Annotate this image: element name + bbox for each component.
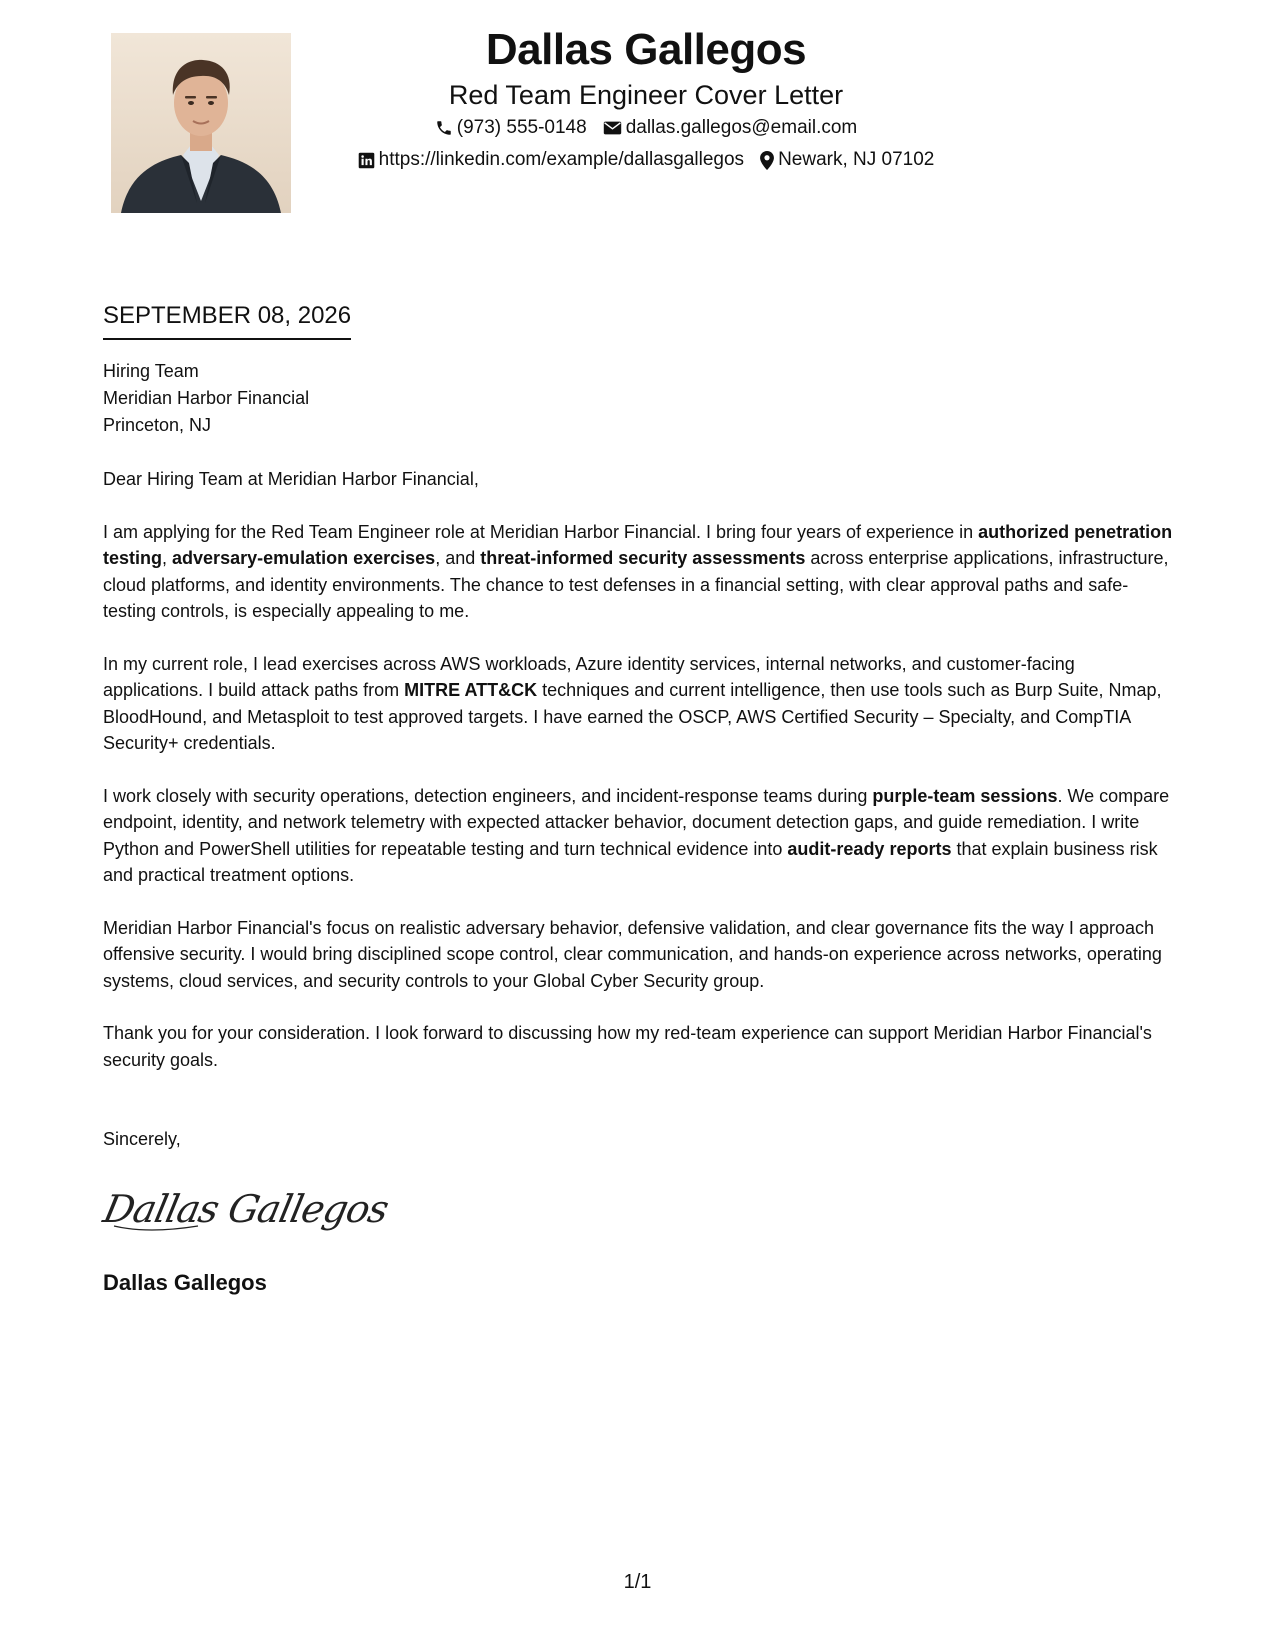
- letter-date: SEPTEMBER 08, 2026: [103, 300, 351, 340]
- text-run: that explain business risk and practical treatment options.: [103, 838, 1158, 885]
- phone-icon: [435, 119, 453, 137]
- recipient-line: Meridian Harbor Financial: [103, 388, 310, 408]
- recipient-address: [103, 358, 309, 439]
- closing-text: Sincerely,: [103, 1129, 181, 1149]
- applicant-name: Dallas Gallegos: [485, 25, 807, 74]
- bold-run: MITRE ATT&CK: [404, 680, 538, 700]
- bold-run: threat-informed security assessments: [480, 548, 806, 568]
- text-run: ,: [162, 548, 173, 568]
- text-run: across enterprise applications, infrastructure, cloud platforms, and identity environments. The chance to test defenses in a financial setting, with clear approval paths and safe-testing controls, is especially appealing to me.: [103, 548, 1169, 621]
- text-run: In my current role, I lead exercises across AWS workloads, Azure identity services, internal networks, and customer-facing applications. I build attack paths from: [103, 653, 1075, 700]
- contact-line-2: [300, 144, 992, 176]
- phone-text: (973) 555-0148: [456, 117, 587, 138]
- letter-header: [300, 22, 992, 176]
- phone-contact: [435, 112, 587, 144]
- body-paragraph: [103, 519, 1178, 625]
- text-run: I am applying for the Red Team Engineer role at Meridian Harbor Financial. I bring four years of experience in: [103, 521, 979, 542]
- letter-date-block: [103, 300, 351, 340]
- email-contact[interactable]: [603, 112, 858, 144]
- linkedin-contact[interactable]: [358, 144, 744, 176]
- bold-run: purple-team sessions: [872, 785, 1058, 806]
- text-run: . We compare endpoint, identity, and network telemetry with expected attacker behavior, document detection gaps, and guide remediation. I write Python and PowerShell utilities for repeatable testing and turn technical evidence into: [103, 785, 1170, 859]
- text-run: , and: [435, 548, 481, 568]
- recipient-line: Princeton, NJ: [103, 415, 212, 435]
- body-paragraph: [103, 783, 1178, 889]
- bold-run: adversary-emulation exercises: [172, 548, 436, 568]
- linkedin-text[interactable]: https://linkedin.com/example/dallasgallegos: [378, 149, 745, 170]
- contact-line-1: [300, 112, 992, 144]
- salutation: Dear Hiring Team at Meridian Harbor Financial,: [103, 469, 479, 489]
- location-text: Newark, NJ 07102: [778, 149, 935, 170]
- map-pin-icon: [760, 151, 774, 170]
- recipient-line: Hiring Team: [103, 361, 199, 381]
- text-run: techniques and current intelligence, then use tools such as Burp Suite, Nmap, BloodHound, and Metasploit to test approved targets. I have earned the OSCP, AWS Certified Security – Specialty, and CompTIA Security+ credentials.: [103, 680, 1162, 753]
- location-contact: [760, 144, 934, 176]
- email-text[interactable]: dallas.gallegos@email.com: [625, 117, 858, 138]
- bold-run: audit-ready reports: [787, 838, 952, 859]
- profile-photo: [111, 33, 291, 213]
- body-paragraph: Meridian Harbor Financial's focus on realistic adversary behavior, defensive validation, and clear governance fits the way I approach offensive security. I would bring disciplined scope control, clear communication, and hands-on experience across networks, operating systems, cloud services, and security controls to your Global Cyber Security group.: [103, 917, 1162, 991]
- letter-subtitle: Red Team Engineer Cover Letter: [448, 80, 844, 110]
- body-paragraph: [103, 651, 1178, 757]
- text-run: I work closely with security operations, detection engineers, and incident-response teams during: [103, 785, 873, 806]
- letter-body: [103, 466, 1178, 1099]
- handwritten-signature: [99, 1182, 392, 1242]
- signer-name: Dallas Gallegos: [103, 1270, 267, 1295]
- linkedin-icon: [358, 152, 375, 169]
- svg-text:Dallas Gallegos: Dallas Gallegos: [99, 1187, 392, 1232]
- bold-run: authorized penetration testing: [103, 521, 1173, 568]
- envelope-icon: [603, 120, 622, 136]
- body-paragraph: Thank you for your consideration. I look forward to discussing how my red-team experience can support Meridian Harbor Financial's security goals.: [103, 1023, 1152, 1070]
- page-indicator: 1/1: [623, 1571, 652, 1593]
